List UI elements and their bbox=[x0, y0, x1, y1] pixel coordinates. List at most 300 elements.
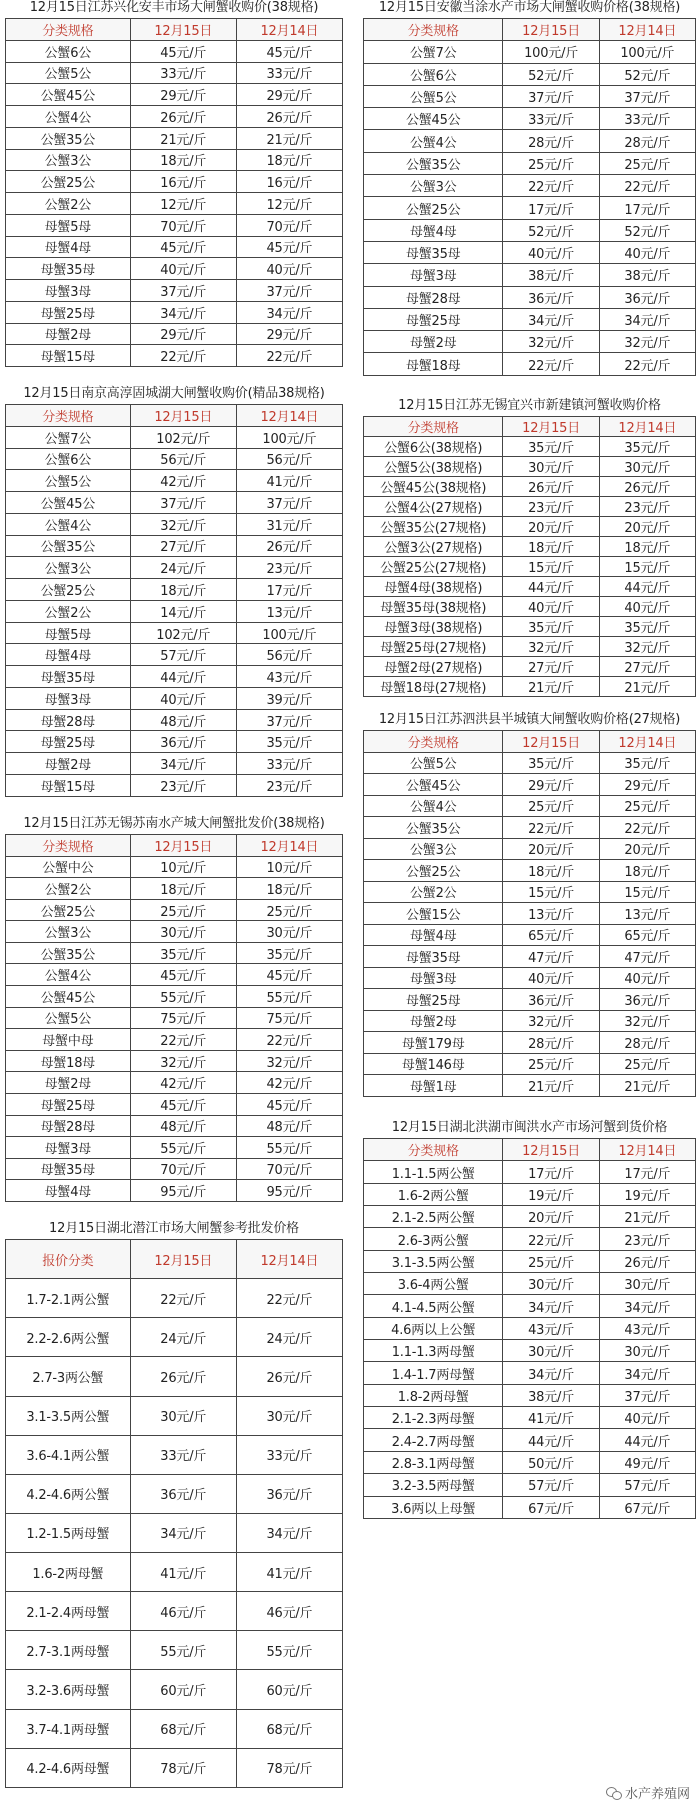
column-header: 12月15日 bbox=[503, 19, 599, 41]
spec-cell: 母蟹25母 bbox=[364, 308, 503, 330]
price-cell: 39元/斤 bbox=[236, 687, 342, 709]
price-cell: 22元/斤 bbox=[503, 817, 599, 839]
spec-cell: 母蟹35母(38规格) bbox=[364, 597, 503, 617]
spec-cell: 母蟹25母 bbox=[6, 1093, 131, 1115]
spec-cell: 母蟹3母 bbox=[364, 264, 503, 286]
price-cell: 48元/斤 bbox=[130, 1115, 236, 1137]
price-cell: 21元/斤 bbox=[599, 677, 695, 697]
price-cell: 60元/斤 bbox=[130, 1670, 236, 1709]
price-cell: 33元/斤 bbox=[503, 108, 599, 130]
spec-cell: 2.8-3.1两母蟹 bbox=[364, 1451, 503, 1473]
table-row bbox=[6, 878, 343, 900]
price-cell: 26元/斤 bbox=[599, 477, 695, 497]
wechat-icon bbox=[606, 1787, 621, 1799]
table-row bbox=[6, 492, 343, 514]
spec-cell: 母蟹4母 bbox=[6, 1180, 131, 1202]
price-cell: 14元/斤 bbox=[130, 600, 236, 622]
spec-cell: 母蟹2母 bbox=[6, 1072, 131, 1094]
price-cell: 18元/斤 bbox=[130, 579, 236, 601]
table-row bbox=[364, 1228, 696, 1250]
price-cell: 15元/斤 bbox=[599, 557, 695, 577]
price-cell: 24元/斤 bbox=[130, 557, 236, 579]
table-header-row bbox=[6, 1240, 343, 1279]
spec-cell: 母蟹35母 bbox=[6, 1158, 131, 1180]
table-row bbox=[6, 986, 343, 1008]
spec-cell: 母蟹18母 bbox=[364, 353, 503, 375]
price-cell: 33元/斤 bbox=[236, 62, 342, 84]
table-row bbox=[6, 1592, 343, 1631]
price-cell: 45元/斤 bbox=[130, 1093, 236, 1115]
table-row bbox=[364, 774, 696, 796]
spec-cell: 母蟹4母(38规格) bbox=[364, 577, 503, 597]
price-cell: 45元/斤 bbox=[236, 236, 342, 258]
table-row bbox=[6, 214, 343, 236]
column-header: 12月14日 bbox=[599, 417, 695, 437]
price-cell: 34元/斤 bbox=[236, 301, 342, 323]
price-cell: 13元/斤 bbox=[236, 600, 342, 622]
price-cell: 35元/斤 bbox=[599, 752, 695, 774]
price-cell: 28元/斤 bbox=[503, 1032, 599, 1054]
spec-cell: 公蟹2公 bbox=[6, 878, 131, 900]
price-cell: 52元/斤 bbox=[503, 63, 599, 85]
price-cell: 44元/斤 bbox=[130, 666, 236, 688]
table-row bbox=[6, 40, 343, 62]
price-cell: 100元/斤 bbox=[503, 41, 599, 63]
spec-cell: 母蟹25母(27规格) bbox=[364, 637, 503, 657]
price-cell: 20元/斤 bbox=[599, 517, 695, 537]
spec-cell: 2.1-2.4两母蟹 bbox=[6, 1592, 131, 1631]
spec-cell: 公蟹中公 bbox=[6, 856, 131, 878]
section-title: 12月15日湖北潜江市场大闸蟹参考批发价格 bbox=[49, 1221, 299, 1236]
table-row bbox=[6, 775, 343, 797]
table-row bbox=[364, 477, 696, 497]
column-header: 分类规格 bbox=[364, 1139, 503, 1161]
spec-cell: 2.6-3两公蟹 bbox=[364, 1228, 503, 1250]
price-cell: 32元/斤 bbox=[599, 1010, 695, 1032]
price-section bbox=[5, 0, 343, 367]
price-cell: 33元/斤 bbox=[236, 753, 342, 775]
spec-cell: 公蟹2公 bbox=[6, 193, 131, 215]
price-cell: 34元/斤 bbox=[599, 1295, 695, 1317]
spec-cell: 2.7-3.1两母蟹 bbox=[6, 1631, 131, 1670]
price-table bbox=[363, 416, 696, 697]
column-header: 12月15日 bbox=[503, 731, 599, 753]
price-cell: 38元/斤 bbox=[503, 1384, 599, 1406]
table-row bbox=[364, 63, 696, 85]
table-row bbox=[364, 1362, 696, 1384]
price-cell: 25元/斤 bbox=[599, 1053, 695, 1075]
price-cell: 22元/斤 bbox=[236, 1279, 342, 1318]
spec-cell: 公蟹6公 bbox=[364, 63, 503, 85]
table-row bbox=[6, 1631, 343, 1670]
price-cell: 52元/斤 bbox=[599, 63, 695, 85]
price-cell: 23元/斤 bbox=[599, 497, 695, 517]
table-row bbox=[6, 644, 343, 666]
table-row bbox=[6, 236, 343, 258]
spec-cell: 1.1-1.5两公蟹 bbox=[364, 1161, 503, 1183]
table-row bbox=[364, 1407, 696, 1429]
spec-cell: 母蟹3母(38规格) bbox=[364, 617, 503, 637]
price-cell: 15元/斤 bbox=[599, 881, 695, 903]
price-cell: 30元/斤 bbox=[236, 1396, 342, 1435]
watermark-text: 水产养殖网 bbox=[624, 1787, 690, 1802]
spec-cell: 公蟹6公 bbox=[6, 40, 131, 62]
price-cell: 37元/斤 bbox=[236, 280, 342, 302]
table-row bbox=[6, 1180, 343, 1202]
price-cell: 42元/斤 bbox=[236, 1072, 342, 1094]
table-row bbox=[364, 219, 696, 241]
price-cell: 13元/斤 bbox=[599, 903, 695, 925]
price-cell: 68元/斤 bbox=[236, 1709, 342, 1748]
table-row bbox=[364, 577, 696, 597]
table-row bbox=[6, 942, 343, 964]
price-cell: 37元/斤 bbox=[599, 1384, 695, 1406]
price-cell: 25元/斤 bbox=[503, 1250, 599, 1272]
table-row bbox=[6, 1137, 343, 1159]
spec-cell: 3.6-4两公蟹 bbox=[364, 1273, 503, 1295]
price-cell: 34元/斤 bbox=[503, 308, 599, 330]
price-cell: 26元/斤 bbox=[599, 1250, 695, 1272]
price-cell: 75元/斤 bbox=[130, 1007, 236, 1029]
table-row bbox=[364, 197, 696, 219]
spec-cell: 公蟹45公 bbox=[6, 986, 131, 1008]
price-cell: 18元/斤 bbox=[599, 860, 695, 882]
price-cell: 24元/斤 bbox=[130, 1318, 236, 1357]
price-section bbox=[363, 0, 696, 376]
table-row bbox=[364, 308, 696, 330]
table-row bbox=[364, 1496, 696, 1518]
spec-cell: 公蟹35公 bbox=[364, 817, 503, 839]
price-cell: 21元/斤 bbox=[236, 127, 342, 149]
spec-cell: 母蟹28母 bbox=[6, 709, 131, 731]
table-row bbox=[364, 537, 696, 557]
spec-cell: 公蟹5公 bbox=[6, 470, 131, 492]
table-row bbox=[6, 323, 343, 345]
spec-cell: 公蟹4公 bbox=[364, 130, 503, 152]
column-header: 12月14日 bbox=[599, 1139, 695, 1161]
spec-cell: 母蟹4母 bbox=[6, 644, 131, 666]
table-row bbox=[6, 1158, 343, 1180]
price-cell: 44元/斤 bbox=[599, 577, 695, 597]
spec-cell: 2.2-2.6两公蟹 bbox=[6, 1318, 131, 1357]
price-cell: 37元/斤 bbox=[599, 85, 695, 107]
price-cell: 33元/斤 bbox=[599, 108, 695, 130]
price-cell: 30元/斤 bbox=[599, 457, 695, 477]
price-cell: 23元/斤 bbox=[130, 775, 236, 797]
table-row bbox=[6, 513, 343, 535]
column-header: 12月14日 bbox=[236, 835, 342, 857]
spec-cell: 公蟹35公 bbox=[6, 942, 131, 964]
price-cell: 15元/斤 bbox=[503, 881, 599, 903]
price-cell: 30元/斤 bbox=[503, 457, 599, 477]
price-cell: 40元/斤 bbox=[130, 258, 236, 280]
price-cell: 17元/斤 bbox=[503, 1161, 599, 1183]
spec-cell: 公蟹5公(38规格) bbox=[364, 457, 503, 477]
price-cell: 40元/斤 bbox=[599, 1407, 695, 1429]
price-cell: 57元/斤 bbox=[599, 1474, 695, 1496]
table-row bbox=[6, 426, 343, 448]
price-cell: 29元/斤 bbox=[503, 774, 599, 796]
price-cell: 34元/斤 bbox=[503, 1362, 599, 1384]
price-table bbox=[363, 1138, 696, 1519]
table-row bbox=[364, 1250, 696, 1272]
price-cell: 16元/斤 bbox=[236, 171, 342, 193]
spec-cell: 母蟹3母 bbox=[6, 280, 131, 302]
spec-cell: 公蟹5公 bbox=[364, 752, 503, 774]
price-cell: 47元/斤 bbox=[599, 946, 695, 968]
table-row bbox=[364, 152, 696, 174]
price-cell: 23元/斤 bbox=[236, 775, 342, 797]
spec-cell: 公蟹4公(27规格) bbox=[364, 497, 503, 517]
table-header-row bbox=[6, 405, 343, 427]
price-cell: 75元/斤 bbox=[236, 1007, 342, 1029]
column-header: 12月14日 bbox=[236, 405, 342, 427]
price-cell: 20元/斤 bbox=[503, 517, 599, 537]
table-row bbox=[364, 1340, 696, 1362]
table-header-row bbox=[6, 19, 343, 41]
table-row bbox=[6, 899, 343, 921]
spec-cell: 1.8-2两母蟹 bbox=[364, 1384, 503, 1406]
price-cell: 37元/斤 bbox=[130, 492, 236, 514]
price-cell: 67元/斤 bbox=[599, 1496, 695, 1518]
table-row bbox=[364, 1384, 696, 1406]
price-cell: 28元/斤 bbox=[503, 130, 599, 152]
price-cell: 21元/斤 bbox=[599, 1075, 695, 1097]
price-cell: 29元/斤 bbox=[130, 323, 236, 345]
price-section bbox=[5, 1221, 343, 1788]
price-cell: 22元/斤 bbox=[503, 175, 599, 197]
spec-cell: 母蟹179母 bbox=[364, 1032, 503, 1054]
price-cell: 18元/斤 bbox=[236, 149, 342, 171]
price-cell: 55元/斤 bbox=[236, 986, 342, 1008]
price-cell: 40元/斤 bbox=[599, 597, 695, 617]
table-row bbox=[6, 1093, 343, 1115]
price-cell: 17元/斤 bbox=[236, 579, 342, 601]
spec-cell: 公蟹35公(27规格) bbox=[364, 517, 503, 537]
spec-cell: 母蟹4母 bbox=[364, 219, 503, 241]
spec-cell: 3.2-3.5两母蟹 bbox=[364, 1474, 503, 1496]
section-title: 12月15日江苏泗洪县半城镇大闸蟹收购价格(27规格) bbox=[378, 712, 681, 727]
spec-cell: 3.6两以上母蟹 bbox=[364, 1496, 503, 1518]
price-cell: 18元/斤 bbox=[503, 537, 599, 557]
table-row bbox=[6, 687, 343, 709]
table-row bbox=[364, 175, 696, 197]
price-cell: 22元/斤 bbox=[599, 175, 695, 197]
table-row bbox=[364, 1451, 696, 1473]
price-cell: 34元/斤 bbox=[599, 1362, 695, 1384]
spec-cell: 公蟹3公 bbox=[364, 175, 503, 197]
price-cell: 19元/斤 bbox=[503, 1183, 599, 1205]
spec-cell: 2.1-2.5两公蟹 bbox=[364, 1206, 503, 1228]
table-row bbox=[6, 448, 343, 470]
table-row bbox=[364, 108, 696, 130]
price-cell: 65元/斤 bbox=[503, 924, 599, 946]
table-row bbox=[364, 838, 696, 860]
table-row bbox=[364, 795, 696, 817]
column-header: 分类规格 bbox=[6, 19, 131, 41]
spec-cell: 公蟹4公 bbox=[6, 106, 131, 128]
price-cell: 36元/斤 bbox=[599, 286, 695, 308]
table-row bbox=[6, 1318, 343, 1357]
price-section bbox=[5, 816, 343, 1202]
table-row bbox=[364, 657, 696, 677]
price-cell: 102元/斤 bbox=[130, 622, 236, 644]
price-cell: 20元/斤 bbox=[503, 838, 599, 860]
table-row bbox=[364, 457, 696, 477]
spec-cell: 公蟹35公 bbox=[364, 152, 503, 174]
spec-cell: 公蟹25公(27规格) bbox=[364, 557, 503, 577]
price-cell: 41元/斤 bbox=[236, 1553, 342, 1592]
price-cell: 32元/斤 bbox=[236, 1050, 342, 1072]
price-cell: 36元/斤 bbox=[130, 731, 236, 753]
price-cell: 35元/斤 bbox=[130, 942, 236, 964]
spec-cell: 公蟹2公 bbox=[6, 600, 131, 622]
price-cell: 42元/斤 bbox=[130, 1072, 236, 1094]
spec-cell: 公蟹3公 bbox=[6, 557, 131, 579]
table-row bbox=[364, 881, 696, 903]
price-cell: 36元/斤 bbox=[236, 1474, 342, 1513]
price-cell: 24元/斤 bbox=[236, 1318, 342, 1357]
spec-cell: 公蟹7公 bbox=[6, 426, 131, 448]
table-row bbox=[6, 535, 343, 557]
price-cell: 57元/斤 bbox=[130, 644, 236, 666]
table-row bbox=[364, 967, 696, 989]
spec-cell: 公蟹5公 bbox=[6, 62, 131, 84]
table-row bbox=[364, 1032, 696, 1054]
spec-cell: 母蟹3母 bbox=[6, 1137, 131, 1159]
price-cell: 33元/斤 bbox=[130, 1435, 236, 1474]
spec-cell: 母蟹4母 bbox=[6, 236, 131, 258]
spec-cell: 母蟹35母 bbox=[6, 258, 131, 280]
price-cell: 29元/斤 bbox=[130, 84, 236, 106]
section-title: 12月15日安徽当涂水产市场大闸蟹收购价格(38规格) bbox=[378, 0, 681, 15]
price-cell: 31元/斤 bbox=[236, 513, 342, 535]
spec-cell: 3.7-4.1两母蟹 bbox=[6, 1709, 131, 1748]
price-cell: 40元/斤 bbox=[130, 687, 236, 709]
price-cell: 30元/斤 bbox=[130, 1396, 236, 1435]
spec-cell: 公蟹3公 bbox=[6, 149, 131, 171]
table-row bbox=[364, 924, 696, 946]
spec-cell: 公蟹6公 bbox=[6, 448, 131, 470]
price-cell: 47元/斤 bbox=[503, 946, 599, 968]
spec-cell: 公蟹45公 bbox=[364, 774, 503, 796]
price-cell: 20元/斤 bbox=[599, 838, 695, 860]
table-row bbox=[364, 1317, 696, 1339]
price-cell: 17元/斤 bbox=[599, 197, 695, 219]
table-row bbox=[6, 579, 343, 601]
price-cell: 22元/斤 bbox=[599, 353, 695, 375]
spec-cell: 公蟹25公 bbox=[6, 899, 131, 921]
column-header: 分类规格 bbox=[364, 417, 503, 437]
spec-cell: 公蟹5公 bbox=[364, 85, 503, 107]
price-cell: 43元/斤 bbox=[503, 1317, 599, 1339]
table-row bbox=[6, 666, 343, 688]
spec-cell: 1.6-2两公蟹 bbox=[364, 1183, 503, 1205]
spec-cell: 4.2-4.6两公蟹 bbox=[6, 1474, 131, 1513]
table-row bbox=[6, 1748, 343, 1787]
price-cell: 10元/斤 bbox=[130, 856, 236, 878]
column-header: 12月15日 bbox=[503, 417, 599, 437]
table-row bbox=[6, 600, 343, 622]
spec-cell: 3.1-3.5两公蟹 bbox=[6, 1396, 131, 1435]
spec-cell: 公蟹45公(38规格) bbox=[364, 477, 503, 497]
spec-cell: 母蟹5母 bbox=[6, 622, 131, 644]
table-row bbox=[6, 106, 343, 128]
table-row bbox=[364, 752, 696, 774]
spec-cell: 公蟹5公 bbox=[6, 1007, 131, 1029]
table-row bbox=[364, 353, 696, 375]
table-row bbox=[364, 497, 696, 517]
price-cell: 35元/斤 bbox=[236, 731, 342, 753]
spec-cell: 母蟹35母 bbox=[6, 666, 131, 688]
spec-cell: 母蟹2母 bbox=[364, 331, 503, 353]
price-cell: 27元/斤 bbox=[503, 657, 599, 677]
price-cell: 70元/斤 bbox=[130, 1158, 236, 1180]
spec-cell: 1.2-1.5两母蟹 bbox=[6, 1513, 131, 1552]
price-cell: 42元/斤 bbox=[130, 470, 236, 492]
spec-cell: 公蟹45公 bbox=[364, 108, 503, 130]
spec-cell: 1.6-2两母蟹 bbox=[6, 1553, 131, 1592]
spec-cell: 公蟹3公(27规格) bbox=[364, 537, 503, 557]
price-cell: 44元/斤 bbox=[503, 577, 599, 597]
price-section bbox=[363, 1120, 696, 1519]
spec-cell: 母蟹28母 bbox=[364, 286, 503, 308]
table-row bbox=[6, 1050, 343, 1072]
spec-cell: 4.1-4.5两公蟹 bbox=[364, 1295, 503, 1317]
table-row bbox=[364, 1295, 696, 1317]
price-cell: 95元/斤 bbox=[130, 1180, 236, 1202]
price-cell: 60元/斤 bbox=[236, 1670, 342, 1709]
table-row bbox=[6, 856, 343, 878]
spec-cell: 公蟹25公 bbox=[6, 171, 131, 193]
price-cell: 22元/斤 bbox=[599, 817, 695, 839]
table-row bbox=[364, 85, 696, 107]
spec-cell: 公蟹25公 bbox=[364, 197, 503, 219]
price-cell: 35元/斤 bbox=[599, 617, 695, 637]
table-row bbox=[364, 989, 696, 1011]
table-row bbox=[6, 921, 343, 943]
price-cell: 100元/斤 bbox=[599, 41, 695, 63]
price-cell: 49元/斤 bbox=[599, 1451, 695, 1473]
price-cell: 55元/斤 bbox=[130, 1137, 236, 1159]
table-row bbox=[364, 617, 696, 637]
price-cell: 41元/斤 bbox=[503, 1407, 599, 1429]
table-row bbox=[364, 1053, 696, 1075]
price-cell: 16元/斤 bbox=[130, 171, 236, 193]
price-cell: 56元/斤 bbox=[130, 448, 236, 470]
table-row bbox=[6, 709, 343, 731]
spec-cell: 母蟹25母 bbox=[364, 989, 503, 1011]
price-cell: 45元/斤 bbox=[130, 40, 236, 62]
price-cell: 55元/斤 bbox=[130, 1631, 236, 1670]
price-cell: 100元/斤 bbox=[236, 426, 342, 448]
table-row bbox=[364, 860, 696, 882]
spec-cell: 3.2-3.6两母蟹 bbox=[6, 1670, 131, 1709]
table-row bbox=[364, 41, 696, 63]
price-cell: 29元/斤 bbox=[599, 774, 695, 796]
table-row bbox=[6, 1513, 343, 1552]
section-title: 12月15日江苏无锡宜兴市新建镇河蟹收购价格 bbox=[398, 398, 661, 413]
price-cell: 25元/斤 bbox=[130, 899, 236, 921]
price-cell: 25元/斤 bbox=[599, 152, 695, 174]
price-cell: 34元/斤 bbox=[130, 1513, 236, 1552]
section-title: 12月15日南京高淳固城湖大闸蟹收购价(精品38规格) bbox=[23, 386, 325, 401]
table-row bbox=[6, 280, 343, 302]
price-cell: 19元/斤 bbox=[599, 1183, 695, 1205]
price-cell: 37元/斤 bbox=[503, 85, 599, 107]
price-section bbox=[363, 398, 696, 697]
price-cell: 32元/斤 bbox=[503, 331, 599, 353]
